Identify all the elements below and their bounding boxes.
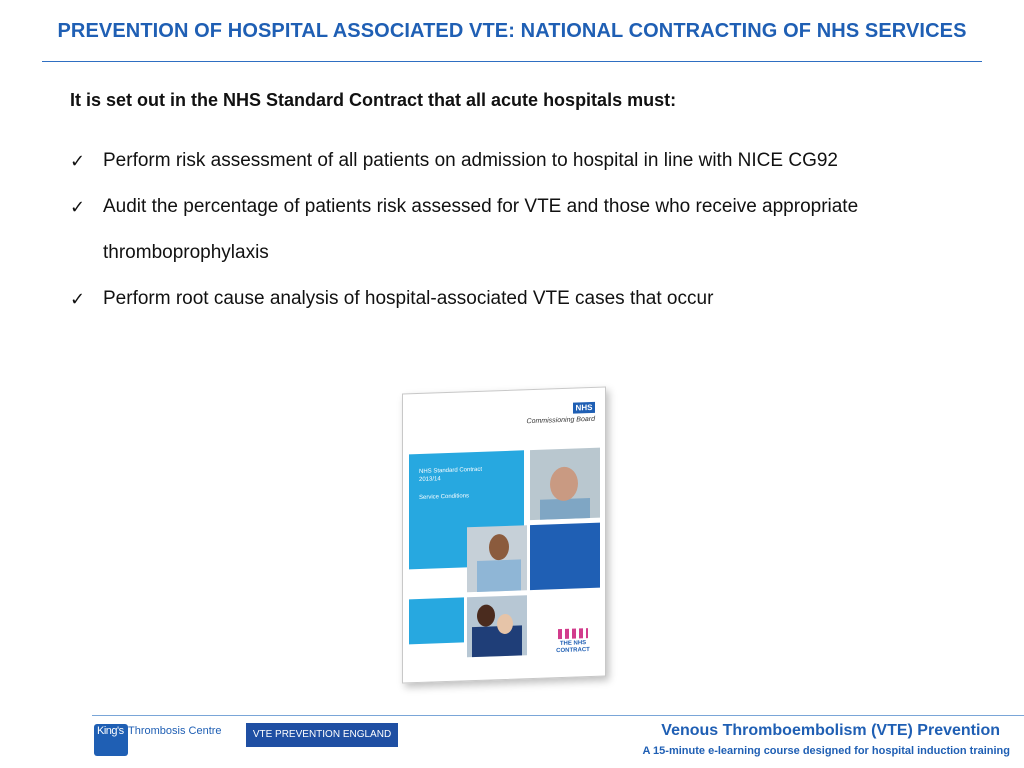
checkmark-icon: ✓ bbox=[70, 151, 86, 171]
list-item bbox=[70, 184, 970, 276]
vte-prevention-badge: VTE PREVENTION ENGLAND bbox=[246, 723, 398, 747]
cover-title-line: NHS Standard Contract bbox=[419, 466, 483, 475]
kings-thrombosis-centre-logo bbox=[94, 724, 224, 756]
list-item-text: Audit the percentage of patients risk assessed for VTE and those who receive appropriate thromboprophylaxis bbox=[103, 196, 859, 263]
contract-document-image bbox=[396, 384, 612, 686]
commissioning-board-label: Commissioning Board bbox=[526, 415, 595, 426]
title-divider bbox=[42, 61, 982, 62]
cover-title-line: 2013/14 bbox=[419, 476, 441, 483]
list-item-text: Perform risk assessment of all patients on admission to hospital in line with NICE CG92 bbox=[103, 150, 838, 171]
checkmark-icon: ✓ bbox=[70, 289, 86, 309]
clinician-photo bbox=[467, 525, 527, 592]
nurse-child-photo bbox=[467, 595, 527, 657]
checkmark-icon: ✓ bbox=[70, 197, 86, 217]
kings-logo-text: Thrombosis Centre bbox=[128, 725, 222, 737]
requirements-list bbox=[70, 138, 970, 322]
list-item bbox=[70, 138, 970, 184]
list-item bbox=[70, 276, 970, 322]
nhs-contract-logo: THE NHS CONTRACT bbox=[553, 628, 593, 659]
footer-divider bbox=[92, 715, 1024, 716]
cyan-panel bbox=[409, 597, 464, 644]
course-title: Venous Thromboembolism (VTE) Prevention bbox=[661, 722, 1000, 739]
nhs-logo: NHS bbox=[573, 402, 595, 414]
cover-title-text bbox=[419, 466, 482, 502]
patient-photo bbox=[530, 448, 600, 520]
slide-title: PREVENTION OF HOSPITAL ASSOCIATED VTE: NATIONAL CONTRACTING OF NHS SERVICES bbox=[57, 20, 967, 42]
list-item-text: Perform root cause analysis of hospital-associated VTE cases that occur bbox=[103, 288, 714, 309]
course-subtitle: A 15-minute e-learning course designed for hospital induction training bbox=[642, 745, 1010, 757]
cover-title-line: Service Conditions bbox=[419, 493, 470, 501]
document-cover bbox=[402, 386, 606, 683]
blue-panel bbox=[530, 523, 600, 590]
kings-logo-box bbox=[94, 724, 128, 756]
kings-logo-name: King's bbox=[97, 725, 124, 737]
lead-text: It is set out in the NHS Standard Contract that all acute hospitals must: bbox=[70, 90, 677, 110]
